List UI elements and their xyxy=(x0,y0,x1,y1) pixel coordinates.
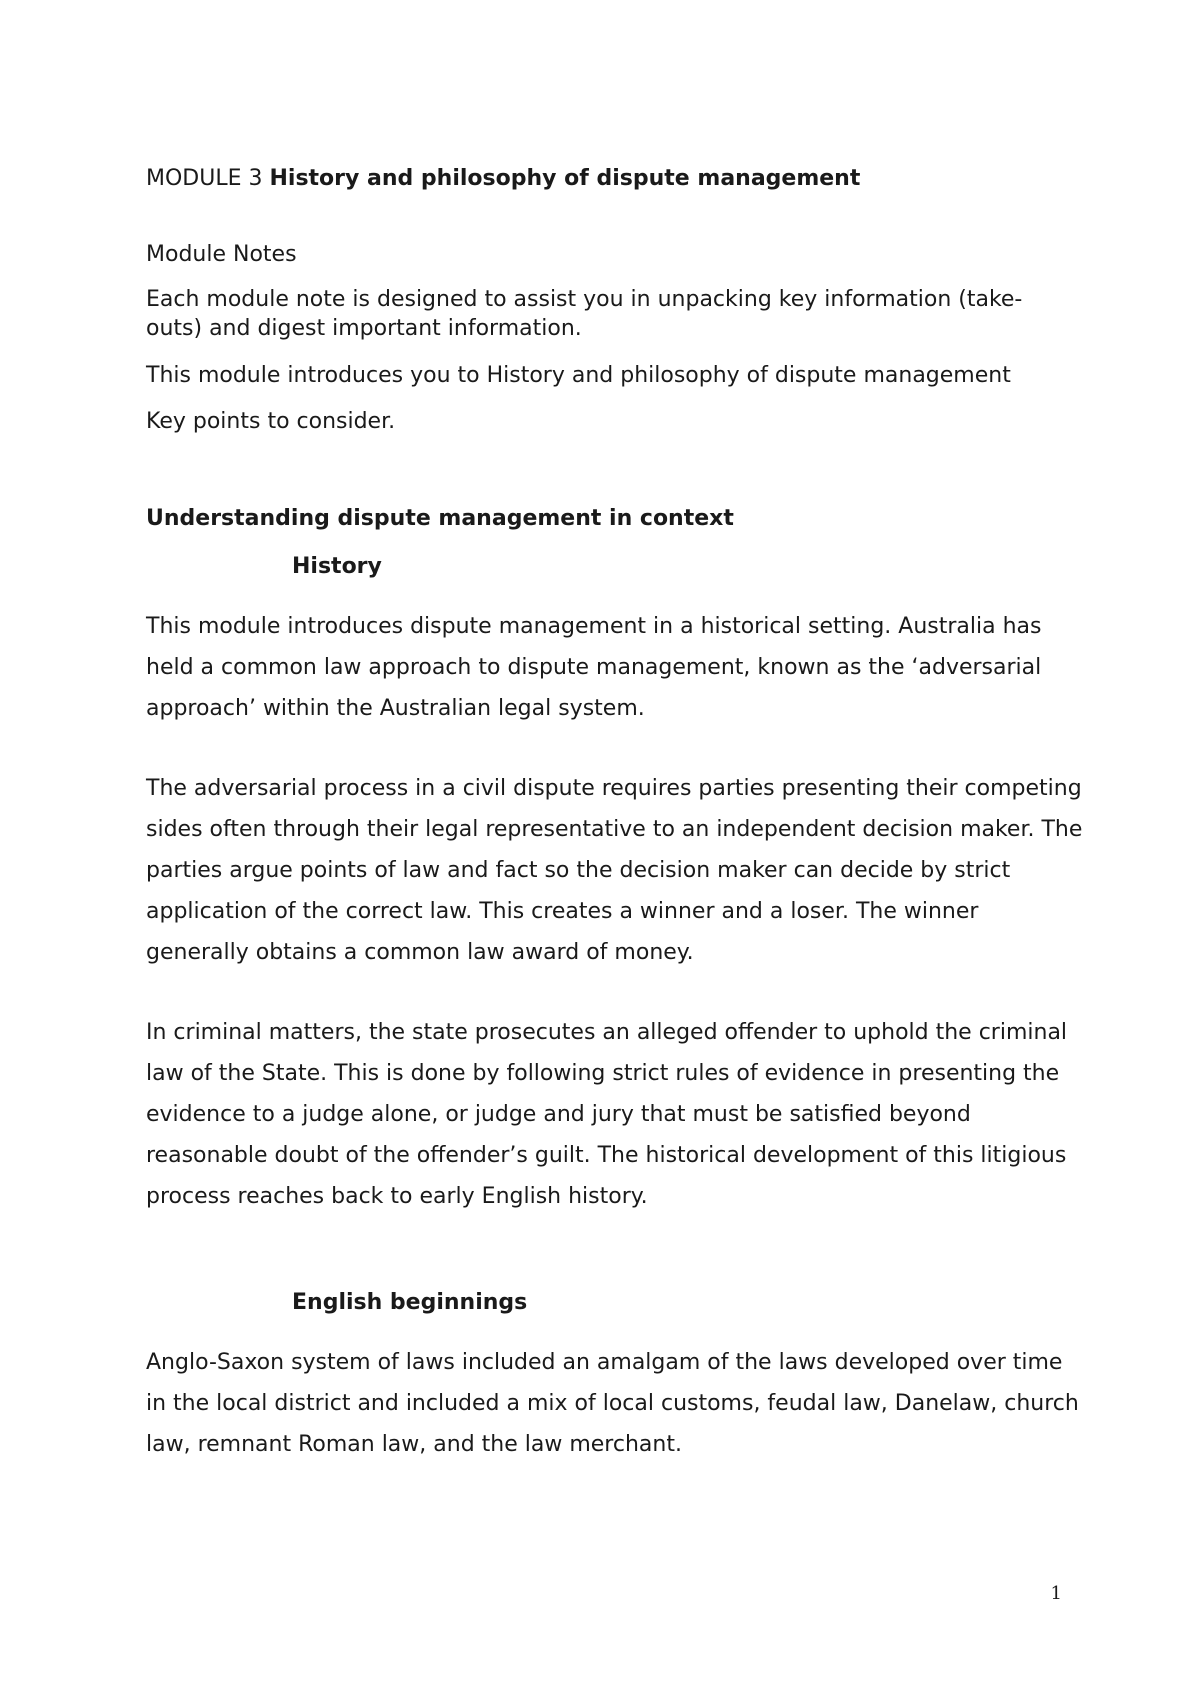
module-title xyxy=(146,158,860,199)
history-paragraph-2: The adversarial process in a civil dispute requires parties presenting their competing sides often through their legal representative to an independent decision maker. The parties argue points of law and fact so the decision maker can decide by strict application of the correct law. This creates a winner and a loser. The winner generally obtains a common law award of money. xyxy=(146,776,1083,965)
section-heading: Understanding dispute management in context xyxy=(146,506,734,531)
page-number: 1 xyxy=(1050,1583,1062,1604)
key-points: Key points to consider. xyxy=(146,409,396,434)
module-notes-label: Module Notes xyxy=(146,242,297,267)
module-title-prefix: MODULE 3 xyxy=(146,166,270,191)
subheading-history: History xyxy=(292,554,382,579)
history-paragraph-3: In criminal matters, the state prosecutes an alleged offender to uphold the criminal law of the State. This is done by following strict rules of evidence in presenting the evidence to a judge alone, or judge and jury that must be satisfied beyond reasonable doubt of the offender’s guilt. The historical development of this litigious process reaches back to early English history. xyxy=(146,1020,1068,1209)
subheading-english-beginnings: English beginnings xyxy=(292,1290,528,1315)
history-paragraph-1: This module introduces dispute management in a historical setting. Australia has held a common law approach to dispute management, known as the ‘adversarial approach’ within the Australian legal system. xyxy=(146,614,1042,721)
module-intro: This module introduces you to History and philosophy of dispute management xyxy=(146,363,1011,388)
notes-intro: Each module note is designed to assist you in unpacking key information (take-outs) and digest important information. xyxy=(146,287,1023,341)
module-title-text: History and philosophy of dispute management xyxy=(269,166,861,191)
english-paragraph: Anglo-Saxon system of laws included an amalgam of the laws developed over time in the local district and included a mix of local customs, feudal law, Danelaw, church law, remnant Roman law, and the law merchant. xyxy=(146,1350,1079,1457)
